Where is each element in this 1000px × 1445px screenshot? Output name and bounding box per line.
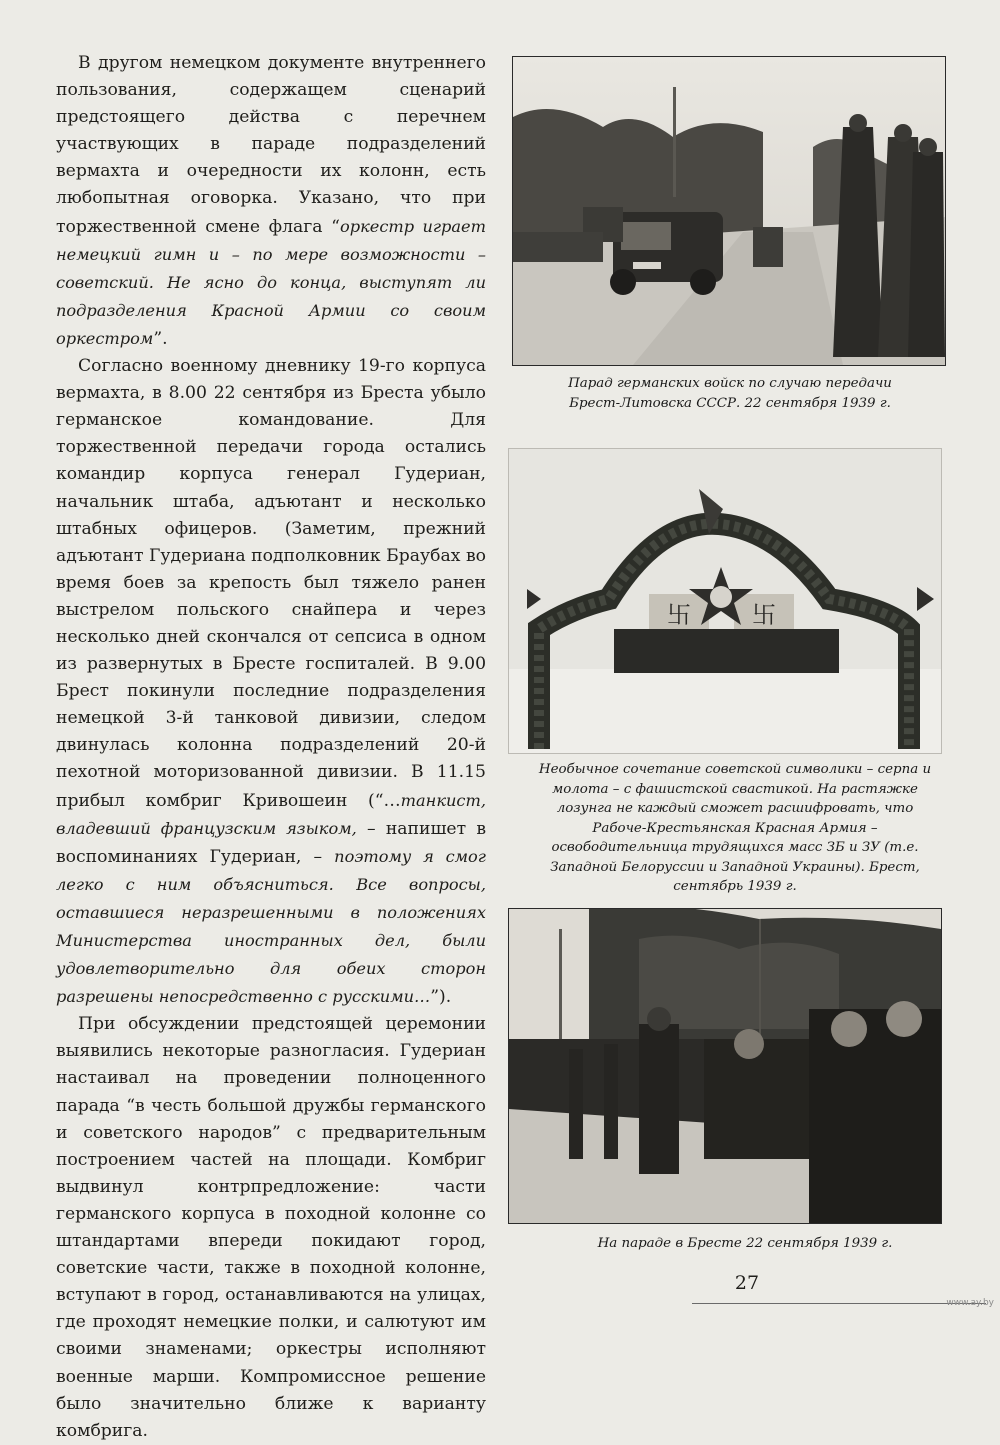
paragraph-3: При обсуждении предстоящей церемонии выявились некоторые разногласия. Гудериан настаивал на проведении полноценного парада “в честь большой дружбы германского и советского народов” с предварительным построением частей на площади. Комбриг выдвинул контрпредложение: части германского корпуса в походной колонне со штандартами впереди покидают город, советские части, также в походной колонне, вступают в город, останавливаются на улицах, где проходят немецкие полки, и салютуют им своими знаменами; оркестры исполняют военные марши. Компромиссное решение было значительно ближе к варианту комбрига. bbox=[56, 1014, 486, 1441]
article-text-column bbox=[56, 50, 486, 1445]
caption-photo-1: Парад германских войск по случаю передачи Брест-Литовска СССР. 22 сентября 1939 г. bbox=[568, 376, 892, 411]
paragraph-1: В другом немецком документе внутреннего пользования, содержащем сценарий предстоящего действа с перечнем участвующих в параде подразделений вермахта и очередности их колонн, есть любопытная оговорка. Указано, что при торжественной смене флага “оркестр играет немецкий гимн и – по мере возможности – советский. Не ясно до конца, выступят ли подразделения Красной Армии со своим оркестром”. bbox=[56, 53, 486, 349]
svg-text:卐: 卐 bbox=[667, 601, 691, 629]
caption-photo-2: Необычное сочетание советской символики – серпа и молота – с фашистской свастикой. На растяжке лозунга не каждый сможет расшифровать, что Рабоче-Крестьянская Красная Армия – освободительница трудящихся масс ЗБ и ЗУ (т.е. Западной Белоруссии и Западной Украины). Брест, сентябрь 1939 г. bbox=[538, 762, 932, 894]
decorated-arch-photo bbox=[508, 448, 942, 754]
parade-cars-photo bbox=[512, 56, 946, 366]
quote-guderian-3: Все вопросы, оставшиеся неразрешенными в положениях Министерства иностранных дел, были удовлетворительно для обеих сторон разрешены непосредственно с русскими… bbox=[56, 874, 486, 1007]
svg-text:卐: 卐 bbox=[752, 601, 776, 629]
quote-guderian-1: танкист, владевший французским языком, bbox=[56, 790, 486, 838]
caption-photo-3: На параде в Бресте 22 сентября 1939 г. bbox=[597, 1236, 893, 1251]
footer-rule bbox=[692, 1303, 986, 1304]
paragraph-2: Согласно военному дневнику 19-го корпуса вермахта, в 8.00 22 сентября из Бреста убыло германское командование. Для торжественной передачи города остались командир корпуса генерал Гудериан, начальник штаба, адъютант и несколько штабных офицеров. (Заметим, прежний адъютант Гудериана подполковник Браубах во время боев за крепость был тяжело ранен выстрелом польского снайпера и через несколько дней скончался от сепсиса в одном из развернутых в Бресте госпиталей. В 9.00 Брест покинули последние подразделения немецкой 3-й танковой дивизии, следом двинулась колонна подразделений 20-й пехотной моторизованной дивизии. В 11.15 прибыл комбриг Кривошеин (“…танкист, владевший французским языком, – напишет в воспоминаниях Гудериан, – поэтому я смог легко с ним объясниться. Все вопросы, оставшиеся неразрешенными в положениях Министерства иностранных дел, были удовлетворительно для обеих сторон разрешены непосредственно с русскими…”). bbox=[56, 356, 487, 1008]
quote-orchestra: оркестр играет немецкий гимн и – по мере возможности – советский. Не ясно до конца, выступят ли подразделения Красной Армии со своим оркестром bbox=[56, 216, 486, 348]
page-number: 27 bbox=[734, 1272, 760, 1294]
watermark: www.ay.by bbox=[946, 1298, 994, 1308]
troops-lineup-photo bbox=[508, 908, 942, 1224]
quote-guderian-2: поэтому я смог легко с ним объясниться. bbox=[56, 846, 486, 894]
